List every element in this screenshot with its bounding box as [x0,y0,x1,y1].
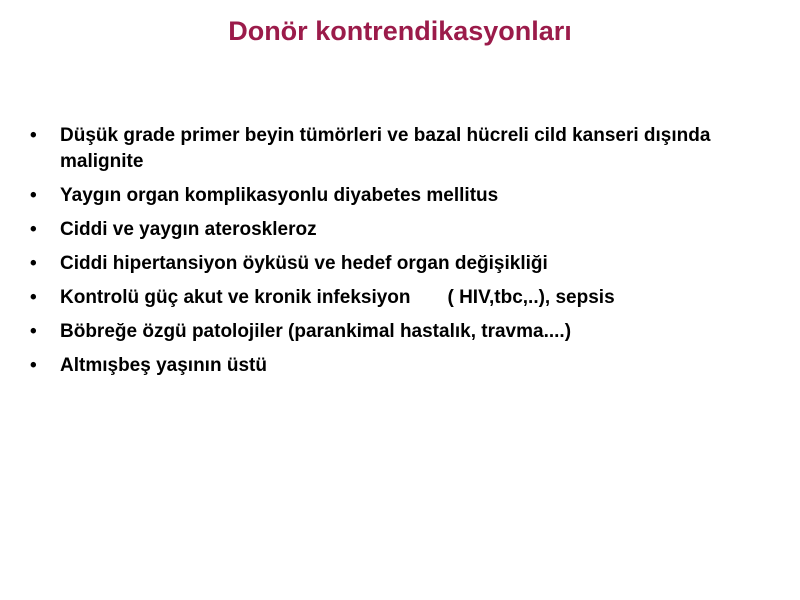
slide-title: Donör kontrendikasyonları [228,16,572,46]
bullet-text: Kontrolü güç akut ve kronik infeksiyon ( HIV,tbc,..), sepsis [60,287,615,308]
bullet-icon: • [30,321,37,342]
bullet-text: Altmışbeş yaşının üstü [60,355,267,376]
list-item [26,353,776,379]
bullet-text: Ciddi ve yaygın ateroskleroz [60,219,317,240]
bullet-text: Böbreğe özgü patolojiler (parankimal hastalık, travma....) [60,321,572,342]
bullet-icon: • [30,125,37,146]
list-item [26,251,776,277]
bullet-icon: • [30,219,37,240]
list-item [26,285,776,311]
list-item [26,123,776,175]
list-item [26,319,776,345]
list-item [26,183,776,209]
bullet-icon: • [30,287,37,308]
bullet-icon: • [30,355,37,376]
bullet-icon: • [30,253,37,274]
bullet-text: Ciddi hipertansiyon öyküsü ve hedef organ değişikliği [60,253,548,274]
bullet-text: Düşük grade primer beyin tümörleri ve bazal hücreli cild kanseri dışında malignite [60,125,716,172]
bullet-list [26,123,776,387]
list-item [26,217,776,243]
bullet-text: Yaygın organ komplikasyonlu diyabetes mellitus [60,185,499,206]
bullet-icon: • [30,185,37,206]
